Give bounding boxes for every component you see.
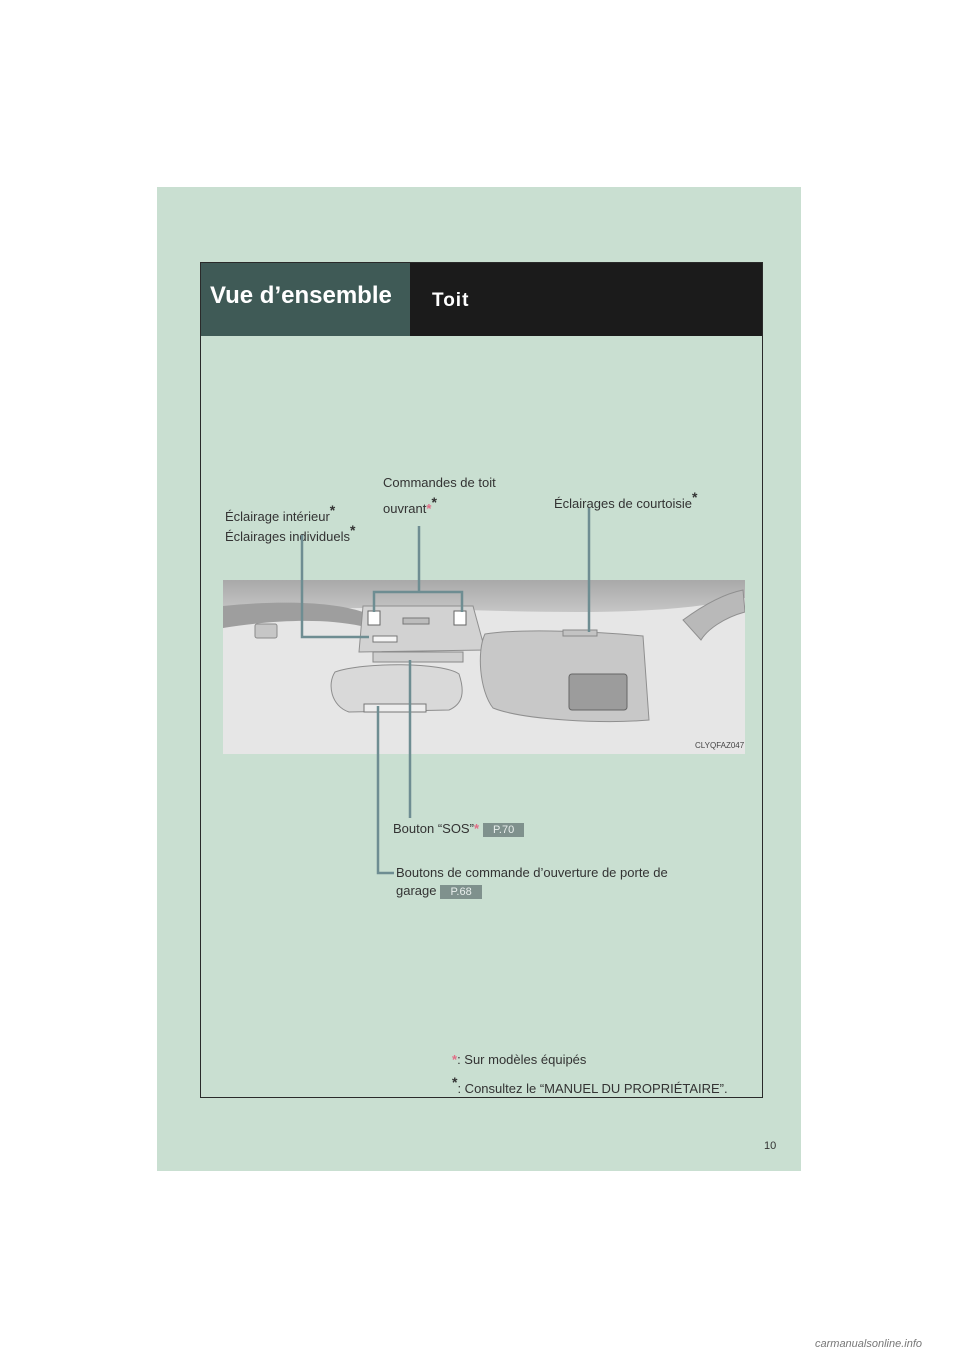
interior-light-label: Éclairage intérieur* [225, 502, 336, 524]
garage-buttons-leader [378, 706, 394, 873]
sos-page-reference[interactable]: P.70 [483, 823, 524, 837]
garage-buttons-label-line2: garage P.68 [396, 882, 482, 900]
garage-buttons-label-line1: Boutons de commande d’ouverture de porte de [396, 865, 668, 880]
vanity-lights-label: Éclairages de courtoisie* [554, 489, 698, 511]
interior-light-leader [302, 535, 369, 637]
image-code: CLYQFAZ047 [695, 741, 745, 750]
equipped-asterisk-icon: * [426, 501, 432, 516]
note-consult-manual: *: Consultez le “MANUEL DU PROPRIÉTAIRE”. [452, 1074, 728, 1096]
garage-page-reference[interactable]: P.68 [440, 885, 481, 899]
subsection-title: Toit [432, 290, 470, 311]
equipped-asterisk-icon: * [452, 1052, 458, 1067]
individual-lights-label: Éclairages individuels* [225, 522, 356, 544]
sunroof-label-line1: Commandes de toit [383, 475, 496, 490]
watermark: carmanualsonline.info [815, 1338, 923, 1350]
section-title: Vue d’ensemble [210, 282, 392, 309]
sunroof-leader-bracket [374, 592, 462, 612]
sos-button-label: Bouton “SOS”* P.70 [393, 820, 524, 838]
equipped-asterisk-icon: * [473, 821, 479, 836]
page-number: 10 [764, 1140, 777, 1152]
note-equipped: *: Sur modèles équipés [452, 1052, 587, 1067]
sunroof-label-line2: ouvrant** [383, 494, 437, 516]
